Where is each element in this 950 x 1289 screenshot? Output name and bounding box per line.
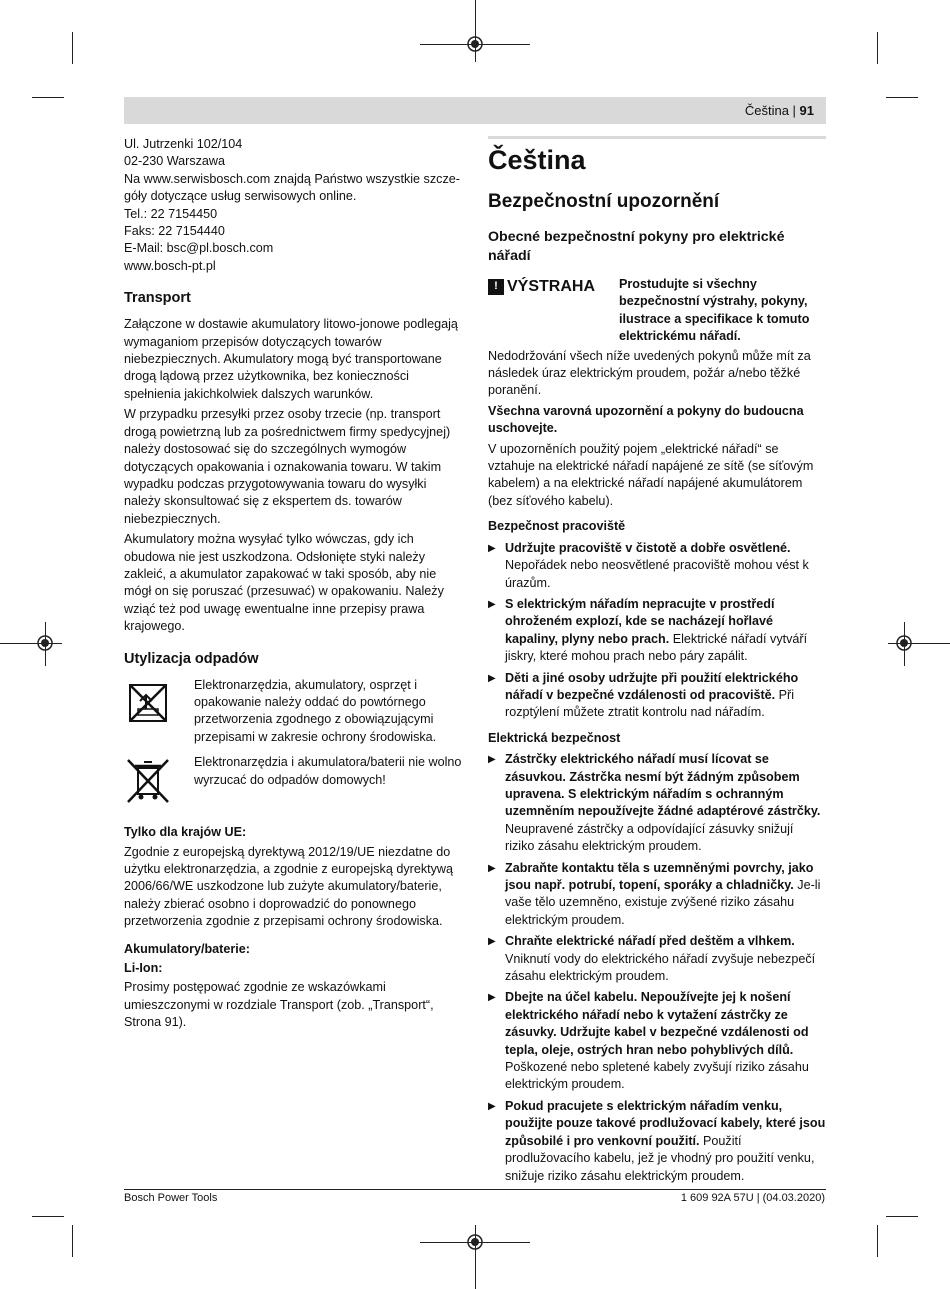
list-item: [488, 670, 826, 722]
address-line: Ul. Jutrzenki 102/104: [124, 137, 243, 151]
page-header: Čeština | 91: [744, 103, 814, 118]
item-text: Poškozené nebo spletené kabely zvyšují riziko zásahu elektrickým proudem.: [505, 1060, 809, 1092]
registration-mark-icon: [35, 633, 55, 653]
eu-paragraph: Zgodnie z europejską dyrektywą 2012/19/UE niezdatne do użytku elektronarzędzia, a zgodnie z europejską dyrektywą 2006/66/WE uszkodzone lub zużyte akumulatory/baterie, należy zbierać osobno i doprowadzić do ponownego przetworzenia zgodnie z przepisami ochrony środowiska.: [124, 844, 454, 929]
crop-mark: [886, 97, 918, 98]
work-area-heading: Bezpečnost pracoviště: [488, 519, 626, 534]
item-text: Při rozptýlení můžete ztratit kontrolu nad nářadím.: [505, 687, 795, 720]
batteries-heading: Akumulatory/baterie:: [124, 941, 250, 956]
item-bold: Zabraňte kontaktu těla s uzemněnými povrchy, jako jsou např. potrubí, topení, sporáky a chladničky.: [505, 860, 814, 892]
right-column: [488, 136, 826, 1189]
warning-triangle-icon: !: [488, 279, 504, 295]
item-bold: Dbejte na účel kabelu. Nepoužívejte jej k nošení elektrického nářadí nebo k vytažení zástrčky ze zásuvky. Udržujte kabel v bezpečné vzdálenosti od tepla, oleje, ostrých hran nebo pohyblivých dílů.: [505, 990, 809, 1057]
transport-paragraph: W przypadku przesyłki przez osoby trzecie (np. transport drogą powietrzną lub za pośrednictwem firmy spedycyjnej) należy dostosować się do szczególnych wymogów dotyczących opakowania i oznakowania towaru. W takim wypadku podczas przygotowywania towaru do wysyłki należy skonsultować się z ekspertem ds. towarów niebezpiecznych.: [124, 407, 451, 526]
recycling-row: [124, 677, 464, 747]
address-line: Tel.: 22 7154450: [124, 206, 218, 221]
address-line: 02-230 Warszawa: [124, 154, 226, 169]
item-bold: Pokud pracujete s elektrickým nářadím venku, použijte pouze takové prodlužovací kabely, které jsou způsobilé i pro venkovní použití.: [505, 1098, 826, 1148]
registration-mark-icon: [894, 633, 914, 653]
address-line: Na www.serwisbosch.com znajdą Państwo wszystkie szcze-: [124, 171, 460, 186]
item-text: Nepořádek nebo neosvětlené pracoviště mohou vést k úrazům.: [505, 558, 809, 590]
crop-mark: [32, 97, 64, 98]
waste-heading: Utylizacja odpadów: [124, 650, 259, 667]
term-paragraph: V upozorněních použitý pojem „elektrické nářadí“ se vztahuje na elektrické nářadí napájené ze sítě (se síťovým kabelem) a na elektrické nářadí napájené akumulátorem (bez síťového kabelu).: [488, 441, 814, 508]
footer-rule: [124, 1189, 826, 1190]
list-item: [488, 933, 826, 985]
list-item: [488, 989, 826, 1093]
warning-text: Prostudujte si všechny bezpečnostní výstrahy, pokyny, ilustrace a specifikace k tomuto elektrickému nářadí.: [619, 277, 810, 344]
list-item: [488, 751, 826, 855]
address-line: góły dotyczące usług serwisowych online.: [124, 189, 357, 204]
address-line: www.bosch-pt.pl: [124, 258, 216, 273]
item-bold: Děti a jiné osoby udržujte při použití elektrického nářadí v bezpečné vzdálenosti od pracoviště.: [505, 670, 799, 702]
header-language: Čeština: [744, 103, 789, 118]
item-bold: Chraňte elektrické nářadí před deštěm a vlhkem.: [505, 934, 795, 949]
item-text: Použití prodlužovacího kabelu, jež je vhodný pro použití venku, snižuje riziko zásahu elektrickým proudem.: [505, 1133, 815, 1183]
header-bar: [124, 97, 826, 124]
keep-instructions: Všechna varovná upozornění a pokyny do budoucna uschovejte.: [488, 403, 804, 436]
waste-paragraph: Elektronarzędzia, akumulatory, osprzęt i opakowanie należy oddać do powtórnego przetworzenia zgodnego z obowiązującymi przepisami w zakresie ochrony środowiska.: [194, 677, 437, 744]
footer-doc-id: 1 609 92A 57U | (04.03.2020): [680, 1192, 825, 1204]
transport-heading: Transport: [124, 290, 191, 307]
page-number: 91: [799, 103, 814, 118]
warning-paragraph: Nedodržování všech níže uvedených pokynů může mít za následek úraz elektrickým proudem, požár a/nebo těžké poranění.: [488, 348, 811, 398]
warning-label-text: VÝSTRAHA: [507, 278, 596, 295]
crop-mark: [72, 1225, 73, 1257]
address-line: Faks: 22 7154440: [124, 224, 225, 239]
bin-row: [124, 754, 464, 812]
footer-brand: Bosch Power Tools: [124, 1192, 218, 1204]
crop-mark: [886, 1216, 918, 1217]
waste-paragraph: Elektronarzędzia i akumulatora/baterii nie wolno wyrzucać do odpadów domowych!: [194, 755, 462, 787]
eu-heading: Tylko dla krajów UE:: [124, 825, 247, 840]
item-bold: S elektrickým nářadím nepracujte v prostředí ohroženém explozí, kde se nacházejí hořlavé kapaliny, plyny nebo prach.: [505, 596, 775, 646]
address-line: E-Mail: bsc@pl.bosch.com: [124, 241, 274, 256]
left-column: [124, 136, 464, 1035]
transport-paragraph: Załączone w dostawie akumulatory litowo-jonowe podlegają wymaganiom przepisów dotyczących towarów niebezpiecznych. Akumulatory mogą być transportowane drogą lądową przez użytkownika, bez konieczności spełnienia jakichkolwiek dalszych warunków.: [124, 317, 458, 401]
liion-paragraph: Prosimy postępować zgodnie ze wskazówkami umieszczonymi w rozdziale Transport (zob. „Transport“, Strona 91).: [124, 980, 434, 1030]
registration-mark-icon: [465, 1232, 485, 1252]
service-address: [124, 136, 464, 275]
crop-mark: [72, 32, 73, 64]
list-item: [488, 860, 826, 930]
list-item: [488, 540, 826, 592]
recycle-crossed-box-icon: [124, 679, 172, 727]
registration-mark-icon: [465, 34, 485, 54]
crossed-wheelie-bin-icon: [124, 756, 172, 804]
list-item: [488, 596, 826, 666]
item-text: Neupravené zástrčky a odpovídající zásuvky snižují riziko zásahu elektrickým proudem.: [505, 821, 794, 854]
electrical-safety-heading: Elektrická bezpečnost: [488, 730, 621, 745]
transport-paragraph: Akumulatory można wysyłać tylko wówczas, gdy ich obudowa nie jest uszkodzona. Odsłonięte styki należy zakleić, a akumulator zapakować w taki sposób, aby nie mógł on się poruszać (przesuwać) w opakowaniu. Należy wziąć też pod uwagę ewentualne inne przepisy prawa krajowego.: [124, 532, 444, 634]
item-bold: Zástrčky elektrického nářadí musí lícovat se zásuvkou. Zástrčka nesmí být žádným způsobem upravena. S elektrickým nářadím s ochranným uzemněním nepoužívejte žádné adaptérové zástrčky.: [505, 752, 821, 819]
list-item: [488, 1098, 826, 1185]
safety-heading: Bezpečnostní upozornění: [488, 191, 720, 212]
language-title: Čeština: [488, 145, 586, 175]
crop-mark: [877, 1225, 878, 1257]
crop-mark: [877, 32, 878, 64]
item-text: Je-li vaše tělo uzemněno, existuje zvýšené riziko zásahu elektrickým proudem.: [505, 878, 821, 927]
crop-mark: [32, 1216, 64, 1217]
liion-heading: Li-Ion:: [124, 961, 163, 976]
item-bold: Udržujte pracoviště v čistotě a dobře osvětlené.: [505, 540, 791, 555]
general-safety-heading: Obecné bezpečnostní pokyny pro elektrické nářadí: [488, 229, 785, 264]
warning-label: [488, 278, 595, 295]
item-text: Elektrické nářadí vytváří jiskry, které mohou prach nebo páry zapálit.: [505, 631, 808, 664]
warning-block: [488, 276, 826, 346]
item-text: Vniknutí vody do elektrického nářadí zvyšuje nebezpečí zásahu elektrickým proudem.: [505, 951, 816, 984]
